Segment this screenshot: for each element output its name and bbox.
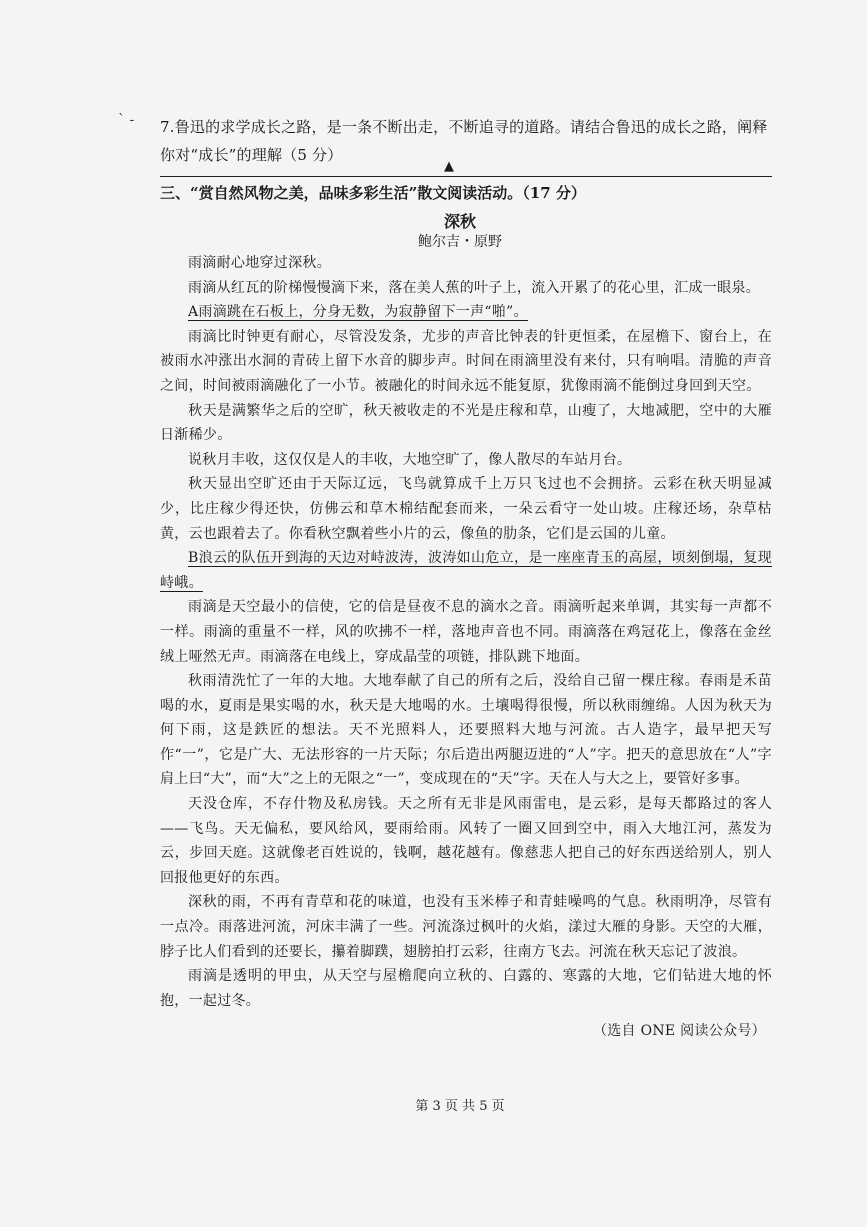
divider-line bbox=[160, 176, 772, 177]
article-title: 深秋 bbox=[443, 212, 476, 231]
paragraph-a-underlined: A雨滴跳在石板上，分身无数，为寂静留下一声“啪”。 bbox=[188, 304, 528, 321]
paragraph: 雨滴耐心地穿过深秋。 bbox=[188, 255, 331, 271]
paragraph: 雨滴比时钟更有耐心，尽管没发条，尤步的声音比钟表的针更恒柔，在屋檐下、窗台上，在被雨水冲涨出水洞的青砖上留下水音的脚步声。时间在雨滴里没有来付，只有响唱。清脆的声音之间，时间被雨滴融化了一小节。被融化的时间永远不能复原，犹像雨滴不能倒过身回到天空。 bbox=[160, 328, 772, 394]
paragraph: 雨滴从红瓦的阶梯慢慢滴下来，落在美人蕉的叶子上，流入开累了的花心里，汇成一眼泉。 bbox=[188, 279, 760, 296]
margin-mark: ` - bbox=[118, 112, 135, 128]
paragraph: 秋天显出空旷还由于天际辽远，飞鸟就算成千上万只飞过也不会拥挤。云彩在秋天明显减少，比庄稼少得还快，仿佛云和草木棉结配套而来，一朵云看守一处山坡。庄稼还场，杂草枯黄，云也跟着去了。你看秋空飘着些小片的云，像鱼的肋条，它们是云国的儿童。 bbox=[160, 476, 772, 542]
article-author: 鲍尔吉・原野 bbox=[418, 234, 502, 250]
article-source: （选自 ONE 阅读公众号） bbox=[592, 1023, 766, 1040]
answer-marker-triangle-icon: ▲ bbox=[444, 159, 454, 174]
paragraph: 深秋的雨，不再有青草和花的味道，也没有玉米棒子和青蛙噪鸣的气息。秋雨明净，尽管有一点冷。雨落进河流，河床丰满了一些。河流涤过枫叶的火焰，漾过大雁的身影。天空的大雁，脖子比人们看到的还要长，攥着脚蹼，翅膀拍打云彩，往南方飞去。河流在秋天忘记了波浪。 bbox=[160, 894, 772, 960]
question-7: 7.鲁迅的求学成长之路，是一条不断出走，不断追寻的道路。请结合鲁迅的成长之路，阐释你对“成长”的理解（5 分） bbox=[160, 118, 768, 164]
page-number: 第 3 页 共 5 页 bbox=[415, 1099, 505, 1114]
article-body bbox=[160, 251, 772, 1044]
paragraph-b-underlined: B浪云的队伍开到海的天边对峙波涛，波涛如山危立，是一座座青玉的高屋，顷刻倒塌，复现峙峨。 bbox=[160, 550, 772, 591]
paragraph: 雨滴是透明的甲虫，从天空与屋檐爬向立秋的、白露的、寒露的大地，它们钻进大地的怀抱，一起过冬。 bbox=[160, 968, 772, 1009]
paragraph: 秋雨清洗忙了一年的大地。大地奉献了自己的所有之后，没给自己留一棵庄稼。春雨是禾苗喝的水，夏雨是果实喝的水，秋天是大地喝的水。土壤喝得很慢，所以秋雨缠绵。人因为秋天为何下雨，这是鉄匠的想法。天不光照料人，还要照料大地与河流。古人造字，最早把天写作“一”，它是广大、无法形容的一片天际；尔后造出两腿迈进的“人”字。把天的意思放在“人”字肩上曰“大”，而“大”之上的无限之“一”，变成现在的“天”字。天在人与大之上，要管好多事。 bbox=[160, 673, 772, 788]
paragraph: 说秋月丰收，这仅仅是人的丰收，大地空旷了，像人散尽的车站月台。 bbox=[188, 451, 632, 468]
paragraph: 雨滴是天空最小的信使，它的信是昼夜不息的滴水之音。雨滴听起来单调，其实每一声都不一样。雨滴的重量不一样，风的吹拂不一样，落地声音也不同。雨滴落在鸡冠花上，像落在金丝绒上哑然无声。雨滴落在电线上，穿成晶莹的项链，排队跳下地面。 bbox=[160, 599, 772, 665]
section-3-heading: 三、“赏自然风物之美，品味多彩生活”散文阅读活动。（17 分） bbox=[160, 184, 586, 202]
paragraph: 秋天是满繁华之后的空旷，秋天被收走的不光是庄稼和草，山瘦了，大地减肥，空中的大雁日渐稀少。 bbox=[160, 402, 772, 444]
paragraph: 天没仓库，不存什物及私房钱。天之所有无非是风雨雷电，是云彩，是每天都路过的客人——飞鸟。天无偏私，要风给风，要雨给雨。风转了一圈又回到空中，雨入大地江河，蒸发为云，步回天庭。这就像老百姓说的，钱啊，越花越有。像慈悲人把自己的好东西送给别人，别人回报他更好的东西。 bbox=[160, 796, 772, 886]
